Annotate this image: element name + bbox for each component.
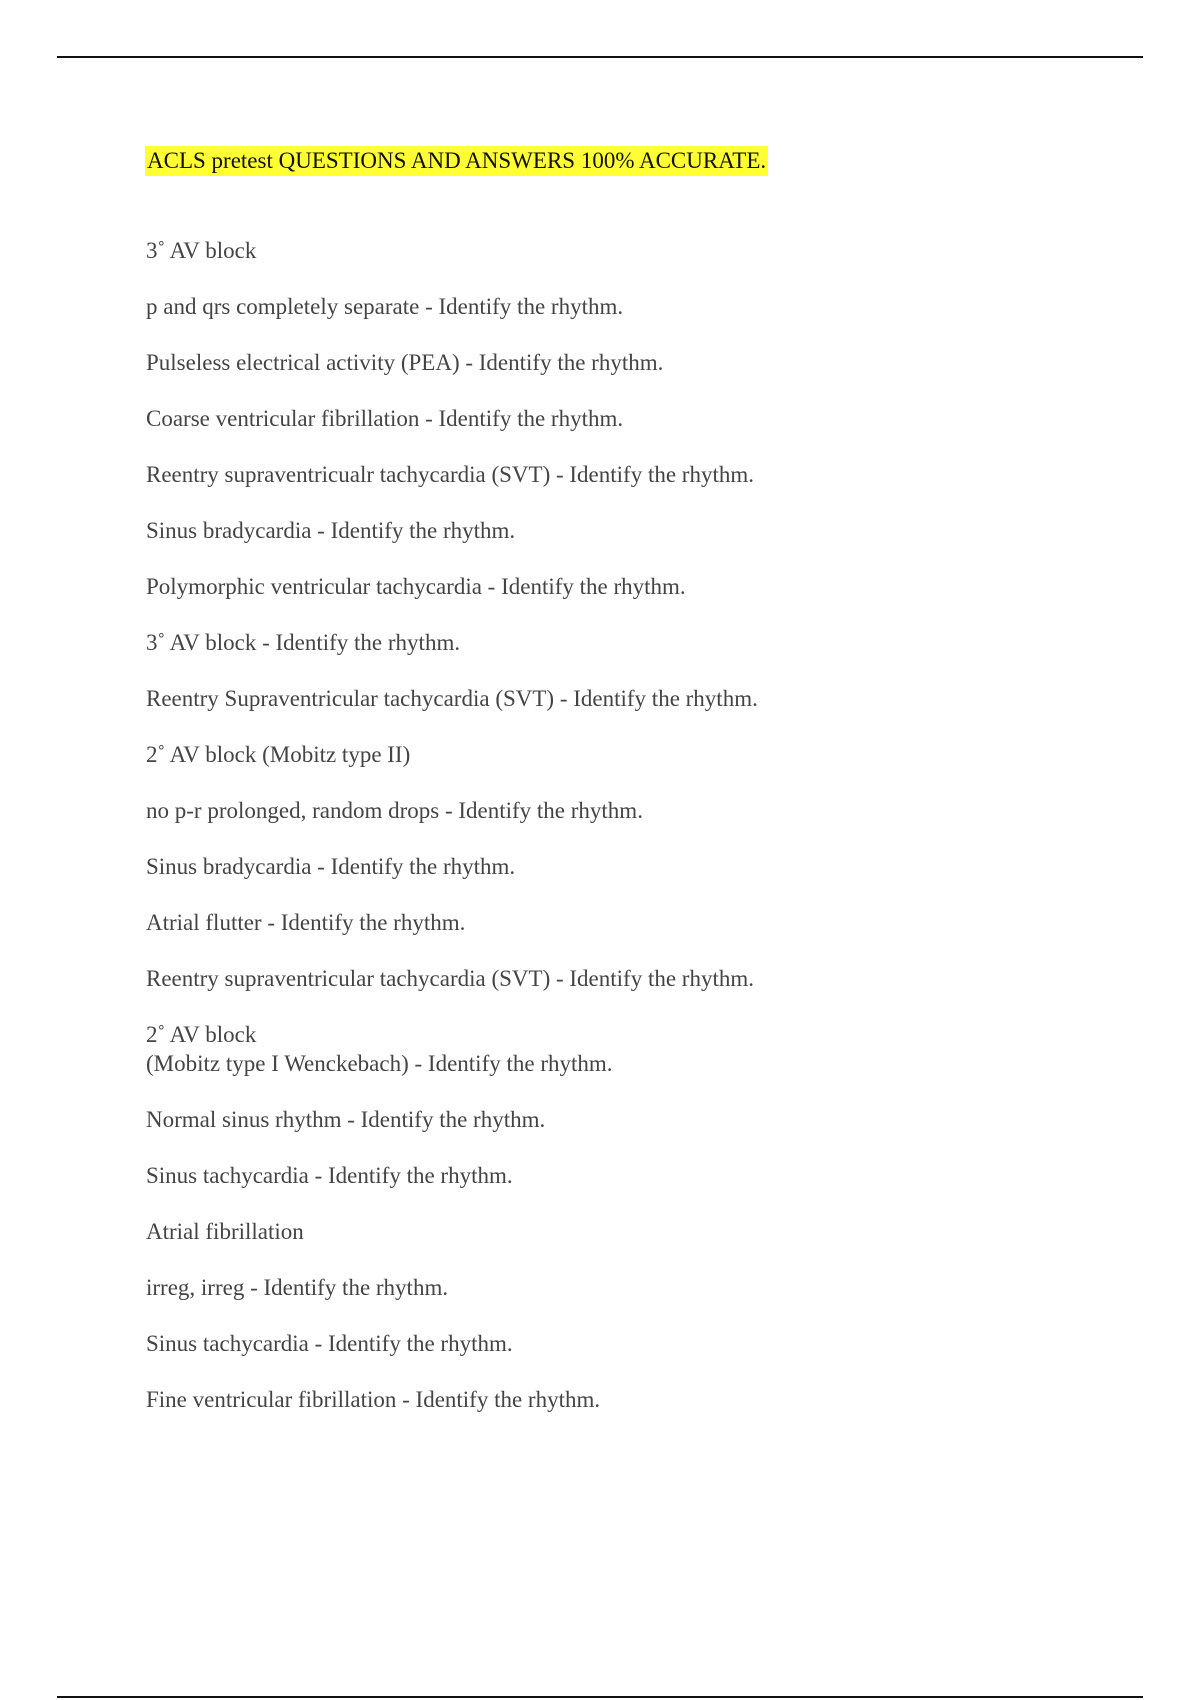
list-item bbox=[146, 1385, 1096, 1414]
document-title: ACLS pretest QUESTIONS AND ANSWERS 100% ACCURATE. bbox=[145, 146, 768, 176]
list-item bbox=[146, 572, 1096, 601]
entry-text: 2˚ AV block (Mobitz type II) bbox=[146, 742, 411, 767]
list-item bbox=[146, 1217, 1096, 1246]
entry-text: Atrial flutter - Identify the rhythm. bbox=[146, 910, 466, 935]
list-item bbox=[146, 292, 1096, 321]
entry-text: Sinus bradycardia - Identify the rhythm. bbox=[146, 854, 516, 879]
list-item bbox=[146, 684, 1096, 713]
entry-text: Reentry supraventricualr tachycardia (SVT) - Identify the rhythm. bbox=[146, 462, 754, 487]
entry-text: Atrial fibrillation bbox=[146, 1219, 304, 1244]
entry-text: Sinus tachycardia - Identify the rhythm. bbox=[146, 1163, 513, 1188]
entry-text: Reentry supraventricular tachycardia (SVT) - Identify the rhythm. bbox=[146, 966, 754, 991]
list-item bbox=[146, 796, 1096, 825]
list-item bbox=[146, 236, 1096, 265]
list-item bbox=[146, 1105, 1096, 1134]
footer-rule bbox=[57, 1696, 1143, 1698]
entry-text: Normal sinus rhythm - Identify the rhythm. bbox=[146, 1107, 546, 1132]
entry-text: 3˚ AV block bbox=[146, 238, 257, 263]
entry-text: Sinus bradycardia - Identify the rhythm. bbox=[146, 518, 516, 543]
entry-text: Reentry Supraventricular tachycardia (SVT) - Identify the rhythm. bbox=[146, 686, 758, 711]
list-item bbox=[146, 404, 1096, 433]
entry-text: 2˚ AV block bbox=[146, 1022, 257, 1047]
entry-text: p and qrs completely separate - Identify the rhythm. bbox=[146, 294, 624, 319]
list-item bbox=[146, 908, 1096, 937]
list-item bbox=[146, 1329, 1096, 1358]
entry-text: Pulseless electrical activity (PEA) - Identify the rhythm. bbox=[146, 350, 664, 375]
list-item bbox=[146, 1273, 1096, 1302]
entry-text: Coarse ventricular fibrillation - Identify the rhythm. bbox=[146, 406, 624, 431]
entry-text: 3˚ AV block - Identify the rhythm. bbox=[146, 630, 461, 655]
entry-text: (Mobitz type I Wenckebach) - Identify the rhythm. bbox=[146, 1051, 613, 1076]
list-item bbox=[146, 516, 1096, 545]
header-rule bbox=[57, 56, 1143, 58]
list-item bbox=[146, 628, 1096, 657]
list-item bbox=[146, 460, 1096, 489]
list-item bbox=[146, 1020, 1096, 1078]
entry-text: irreg, irreg - Identify the rhythm. bbox=[146, 1275, 449, 1300]
entry-text: Fine ventricular fibrillation - Identify the rhythm. bbox=[146, 1387, 601, 1412]
entry-list bbox=[146, 236, 1096, 1441]
list-item bbox=[146, 964, 1096, 993]
entry-text: Polymorphic ventricular tachycardia - Identify the rhythm. bbox=[146, 574, 686, 599]
entry-text: Sinus tachycardia - Identify the rhythm. bbox=[146, 1331, 513, 1356]
list-item bbox=[146, 852, 1096, 881]
list-item bbox=[146, 740, 1096, 769]
entry-text: no p-r prolonged, random drops - Identify the rhythm. bbox=[146, 798, 643, 823]
list-item bbox=[146, 1161, 1096, 1190]
list-item bbox=[146, 348, 1096, 377]
